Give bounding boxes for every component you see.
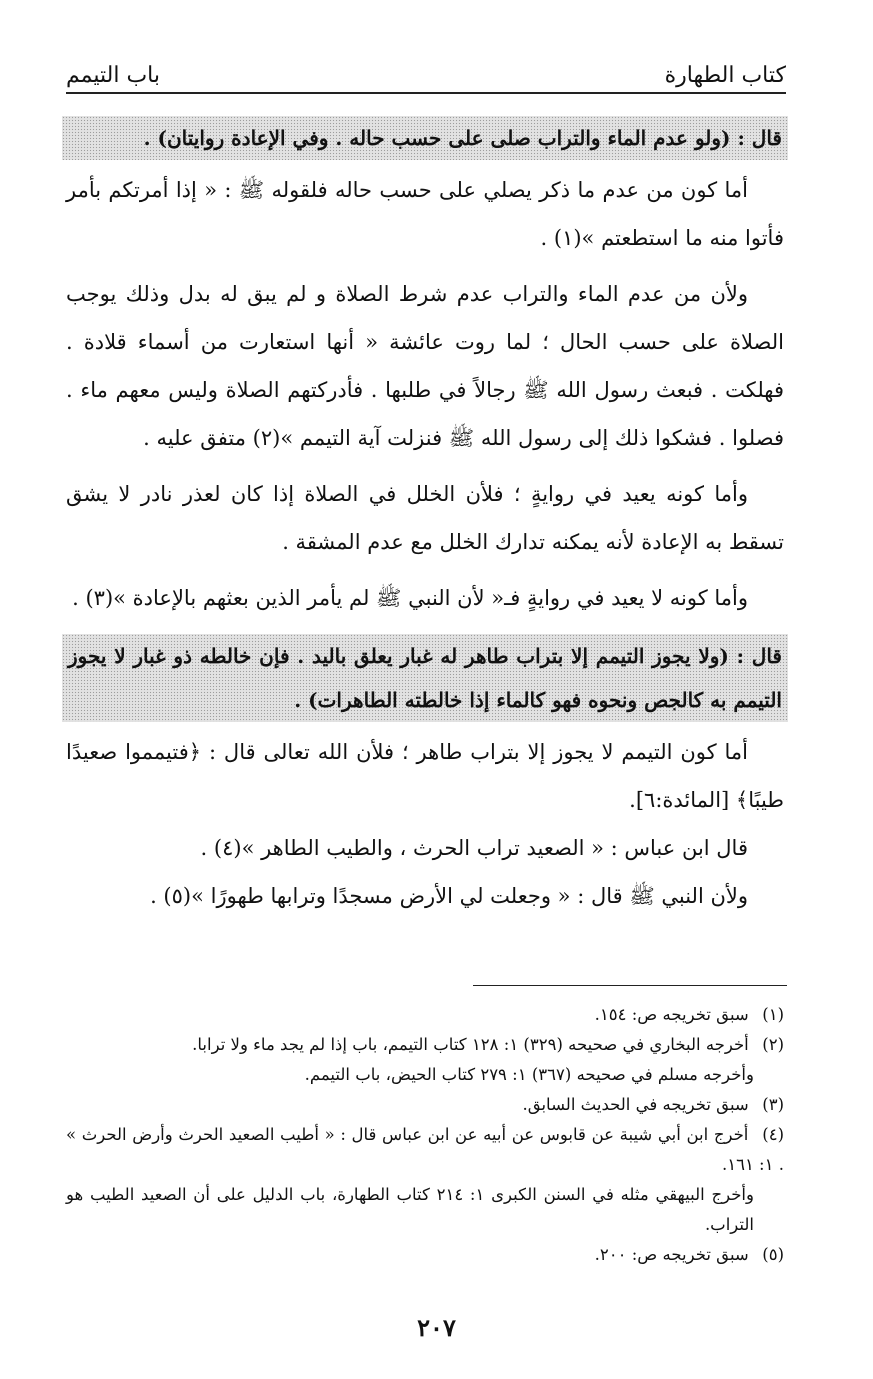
- header-book-title: كتاب الطهارة: [664, 63, 786, 88]
- footnote-5: (٥) سبق تخريجه ص: ٢٠٠.: [594, 1245, 784, 1264]
- section-1-heading: قال : (ولو عدم الماء والتراب صلى على حسب حاله . وفي الإعادة روايتان) .: [62, 116, 788, 160]
- footnote-1: (١) سبق تخريجه ص: ١٥٤.: [594, 1005, 784, 1024]
- footnote-separator: [473, 985, 787, 986]
- section-1-paragraph-3: وأما كونه يعيد في روايةٍ ؛ فلأن الخلل في الصلاة إذا كان لعذر نادر لا يشق تسقط به الإعادة لأنه يمكنه تدارك الخلل مع عدم المشقة .: [66, 482, 784, 554]
- footnote-4-continued: وأخرج البيهقي مثله في السنن الكبرى ١: ٢١٤ كتاب الطهارة، باب الدليل على أن الصعيد الطيب هو التراب.: [66, 1185, 754, 1234]
- section-2-paragraph-1: أما كون التيمم لا يجوز إلا بتراب طاهر ؛ فلأن الله تعالى قال : ﴿فتيمموا صعيدًا طيبًا﴾ [المائدة:٦].: [66, 740, 784, 812]
- section-2-paragraph-3: ولأن النبي ﷺ قال : « وجعلت لي الأرض مسجدًا وترابها طهورًا »(٥) .: [150, 884, 748, 908]
- footnote-2-continued: وأخرجه مسلم في صحيحه (٣٦٧) ١: ٢٧٩ كتاب الحيض، باب التيمم.: [304, 1065, 754, 1084]
- header-chapter-title: باب التيمم: [66, 63, 160, 88]
- section-1-paragraph-2: ولأن من عدم الماء والتراب عدم شرط الصلاة و لم يبق له بدل وذلك يوجب الصلاة على حسب الحال ؛ لما روت عائشة « أنها استعارت من أسماء قلادة . فهلكت . فبعث رسول الله ﷺ رجالاً في طلبها . فأدركتهم الصلاة وليس معهم ماء . فصلوا . فشكوا ذلك إلى رسول الله ﷺ فنزلت آية التيمم »(٢) متفق عليه .: [66, 282, 784, 450]
- footnote-3: (٣) سبق تخريجه في الحديث السابق.: [522, 1095, 784, 1114]
- footnote-2: (٢) أخرجه البخاري في صحيحه (٣٢٩) ١: ١٢٨ كتاب التيمم، باب إذا لم يجد ماء ولا ترابا.: [192, 1035, 784, 1054]
- section-2-paragraph-2: قال ابن عباس : « الصعيد تراب الحرث ، والطيب الطاهر »(٤) .: [200, 836, 748, 860]
- section-2-heading: قال : (ولا يجوز التيمم إلا بتراب طاهر له غبار يعلق باليد . فإن خالطه ذو غبار لا يجوز التيمم به كالجص ونحوه فهو كالماء إذا خالطته الطاهرات) .: [62, 634, 788, 722]
- main-text: [66, 116, 784, 920]
- section-1-paragraph-1: أما كون من عدم ما ذكر يصلي على حسب حاله فلقوله ﷺ : « إذا أمرتكم بأمر فأتوا منه ما استطعتم »(١) .: [66, 178, 784, 250]
- section-1-paragraph-4: وأما كونه لا يعيد في روايةٍ فـ« لأن النبي ﷺ لم يأمر الذين بعثهم بالإعادة »(٣) .: [72, 586, 748, 610]
- footnotes: [66, 1000, 784, 1270]
- footnote-4: (٤) أخرج ابن أبي شيبة عن قابوس عن أبيه عن ابن عباس قال : « أطيب الصعيد الحرث وأرض الحرث » . ١: ١٦١.: [66, 1125, 784, 1174]
- page-number: ٢٠٧: [417, 1313, 456, 1342]
- running-header: [66, 50, 786, 94]
